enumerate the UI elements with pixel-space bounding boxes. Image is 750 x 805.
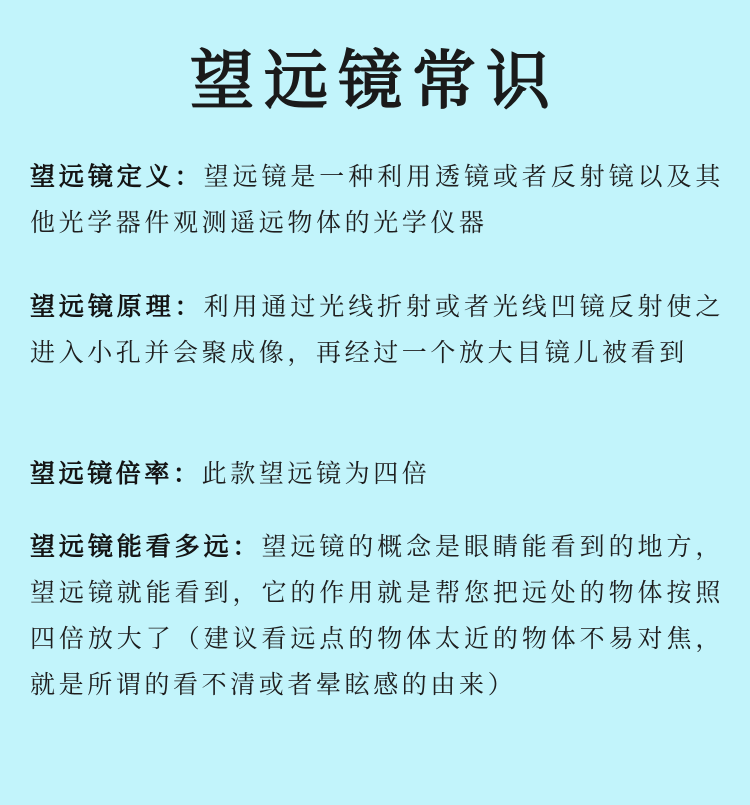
section-viewing-range xyxy=(30,524,724,708)
section-magnification xyxy=(30,451,724,497)
section-label: 望远镜倍率： xyxy=(30,459,202,488)
section-text: 望远镜是一种利用透镜或者反射镜以及其他光学器件观测遥远物体的光学仪器 xyxy=(30,162,724,237)
section-label: 望远镜能看多远： xyxy=(30,532,262,561)
section-text: 利用通过光线折射或者光线凹镜反射使之进入小孔并会聚成像，再经过一个放大目镜儿被看到 xyxy=(30,292,724,367)
section-label: 望远镜定义： xyxy=(30,162,204,191)
page-title: 望远镜常识 xyxy=(190,45,560,119)
section-text: 望远镜的概念是眼睛能看到的地方，望远镜就能看到，它的作用就是帮您把远处的物体按照四倍放大了（建议看远点的物体太近的物体不易对焦，就是所谓的看不清或者晕眩感的由来） xyxy=(30,532,724,699)
section-text: 此款望远镜为四倍 xyxy=(201,459,431,488)
section-definition xyxy=(30,154,724,246)
section-principle xyxy=(30,284,724,376)
section-label: 望远镜原理： xyxy=(30,292,204,321)
